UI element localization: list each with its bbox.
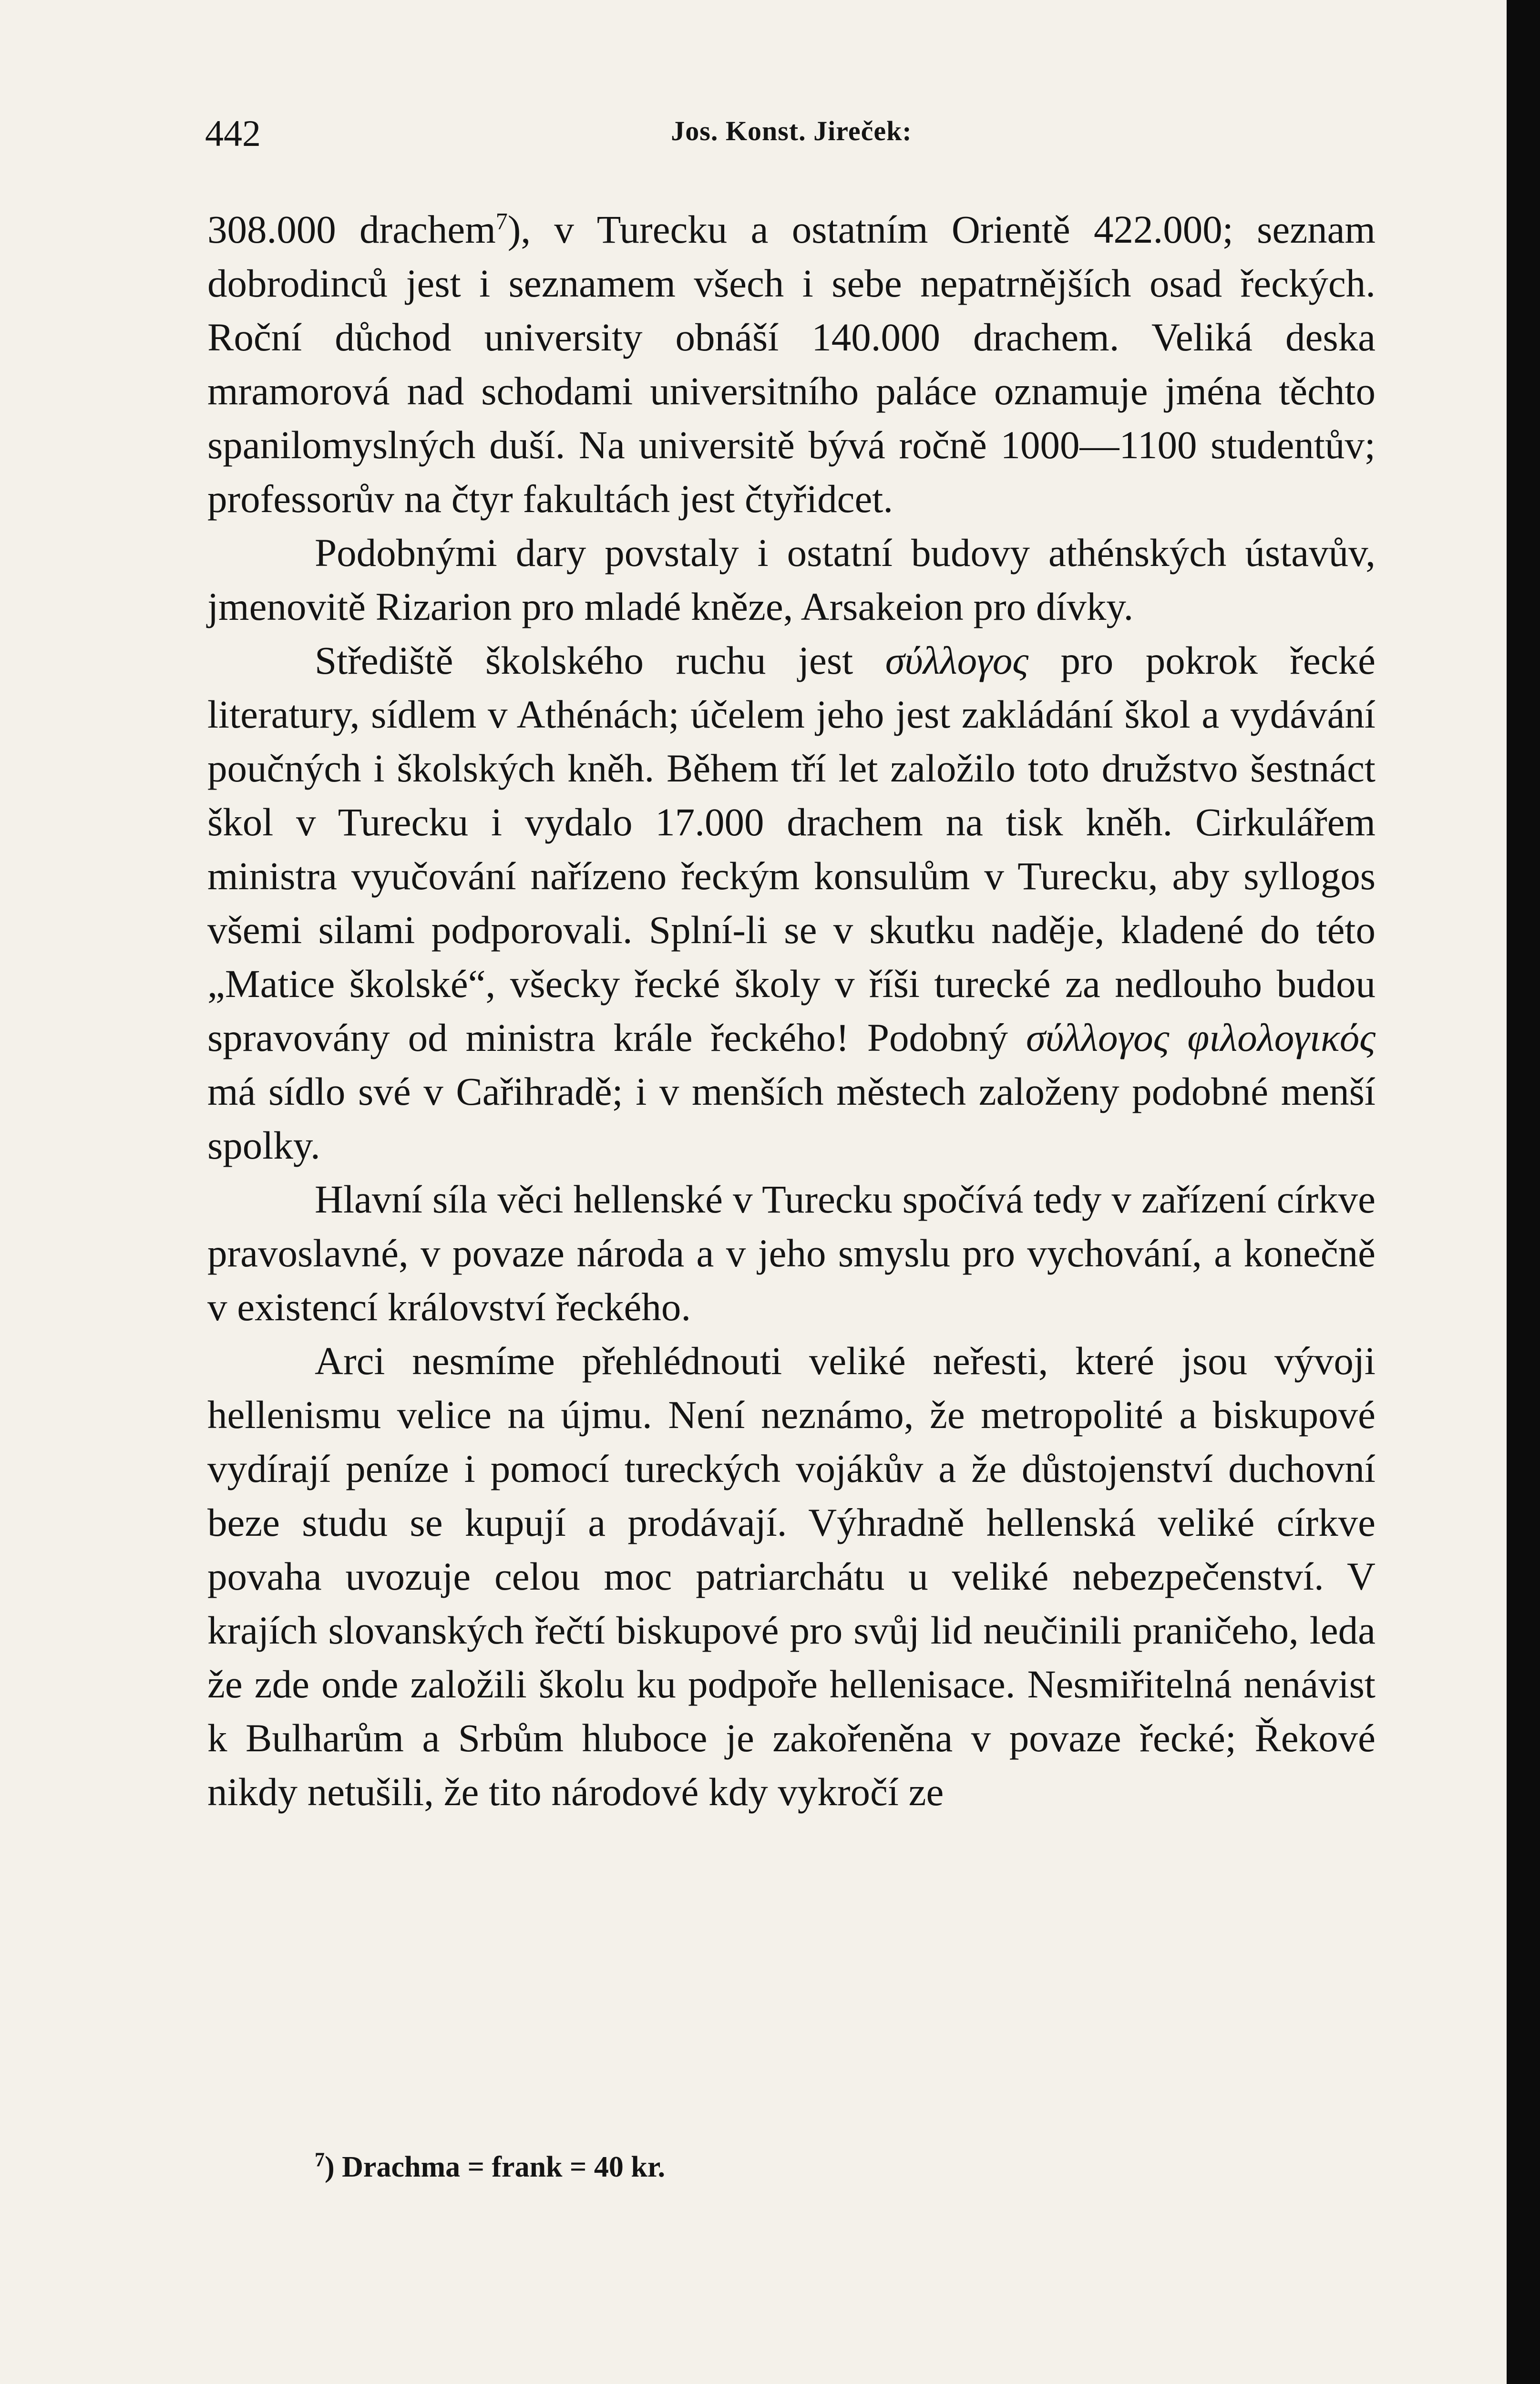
- text-run: ), v Turecku a ostatním Orientě 422.000; seznam dobrodinců jest i seznamem všech i sebe nepatrnějších osad řeckých. Roční důchod university obnáší 140.000 drachem. Veliká deska mramorová nad schodami universitního paláce oznamuje jména těchto spanilomyslných duší. Na universitě bývá ročně 1000—1100 studentův; professorův na čtyr fakultách jest čtyřidcet.: [207, 207, 1376, 521]
- footnote: [315, 2146, 1268, 2189]
- paragraph: [207, 203, 1376, 526]
- page-header: [205, 107, 1378, 160]
- paragraph: [207, 526, 1376, 634]
- text-run: má sídlo své v Cařihradě; i v menších městech založeny podobné menší spolky.: [207, 1069, 1376, 1167]
- text-run: Střediště školského ruchu jest: [315, 638, 885, 682]
- greek-term: σύλλογος: [885, 638, 1029, 682]
- footnote-text: ) Drachma = frank = 40 kr.: [325, 2151, 666, 2183]
- text-run: Podobnými dary povstaly i ostatní budovy athénských ústavův, jmenovitě Rizarion pro mladé kněze, Arsakeion pro dívky.: [207, 531, 1376, 628]
- paragraph: [207, 1334, 1376, 1819]
- body-text: [207, 203, 1376, 1819]
- footnote-marker: 7: [315, 2149, 325, 2171]
- greek-term: σύλλογος φιλολογικός: [1026, 1016, 1376, 1059]
- text-run: Hlavní síla věci hellenské v Turecku spočívá tedy v zařízení církve pravoslavné, v povaze národa a v jeho smyslu pro vychování, a konečně v existencí království řeckého.: [207, 1177, 1376, 1329]
- page-number: 442: [205, 113, 261, 154]
- running-head: Jos. Konst. Jireček:: [671, 115, 912, 146]
- scan-edge-border: [1507, 0, 1540, 2384]
- paragraph: [207, 634, 1376, 1172]
- paragraph: [207, 1172, 1376, 1334]
- text-run: Arci nesmíme přehlédnouti veliké neřesti, které jsou vývoji hellenismu velice na újmu. Není neznámo, že metropolité a biskupové vydírají peníze i pomocí tureckých vojákův a že důstojenství duchovní beze studu se kupují a prodávají. Výhradně hellenská veliké církve povaha uvozuje celou moc patriarchátu u veliké nebezpečenství. V krajích slovanských řečtí biskupové pro svůj lid neučinili praničeho, leda že zde onde založili školu ku podpoře hellenisace. Nesmiřitelná nenávist k Bulharům a Srbům hluboce je zakořeněna v povaze řecké; Řekové nikdy netušili, že tito národové kdy vykročí ze: [207, 1339, 1376, 1814]
- text-run: 308.000 drachem: [207, 207, 496, 251]
- footnote-reference: 7: [495, 207, 508, 235]
- text-run: pro pokrok řecké literatury, sídlem v Athénách; účelem jeho jest zakládání škol a vydávání poučných i školských kněh. Během tří let založilo toto družstvo šestnáct škol v Turecku i vydalo 17.000 drachem na tisk kněh. Cirkulářem ministra vyučování nařízeno řeckým konsulům v Turecku, aby syllogos všemi silami podporovali. Splní-li se v skutku naděje, kladené do této „Matice školské“, všecky řecké školy v říši turecké za nedlouho budou spravovány od ministra krále řeckého! Podobný: [207, 638, 1376, 1059]
